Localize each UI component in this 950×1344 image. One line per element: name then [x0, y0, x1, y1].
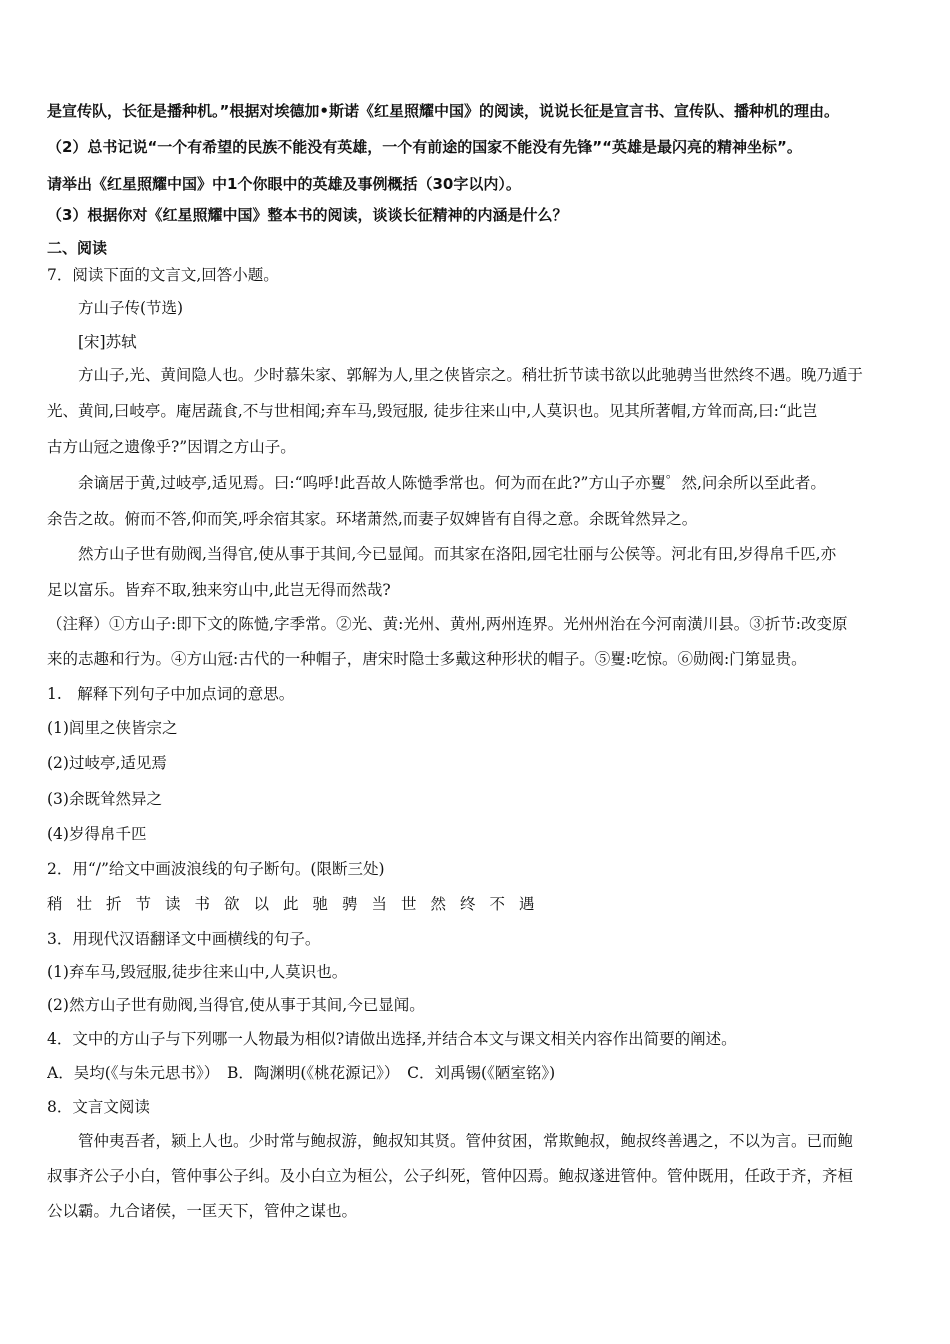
subquestion-1-item-1: (1)闾里之侠皆宗之 [47, 719, 178, 737]
passage-p1-line-3: 古方山冠之遗像乎?”因谓之方山子。 [47, 438, 296, 456]
q8-passage-line-3: 公以霸。九合诸侯，一匡天下，管仲之谋也。 [47, 1202, 358, 1220]
q7-intro: 7．阅读下面的文言文,回答小题。 [47, 266, 279, 284]
subquestion-3: 3．用现代汉语翻译文中画横线的句子。 [47, 930, 321, 948]
section-heading: 二、阅读 [47, 239, 108, 257]
subquestion-4: 4．文中的方山子与下列哪一人物最为相似?请做出选择,并结合本文与课文相关内容作出简要的阐述。 [47, 1030, 737, 1048]
subquestion-4-options: A．吴均(《与朱元思书》） B．陶渊明(《桃花源记》） C．刘禹锡(《陋室铭》) [47, 1064, 556, 1082]
q6-subquestion-2: （2）总书记说“一个有希望的民族不能没有英雄，一个有前途的国家不能没有先锋”“英雄是最闪亮的精神坐标”。 [47, 138, 802, 156]
subquestion-2-sentence: 稍壮折节读书欲以此驰骋当世然终不遇 [47, 895, 549, 913]
notes-line-2: 来的志趣和行为。④方山冠:古代的一种帽子，唐宋时隐士多戴这种形状的帽子。⑤矍:吃惊。⑥勋阀:门第显贵。 [47, 650, 807, 668]
passage-author: [宋]苏轼 [78, 333, 137, 351]
q6-subquestion-3: （3）根据你对《红星照耀中国》整本书的阅读，谈谈长征精神的内涵是什么？ [47, 206, 568, 224]
subquestion-3-item-1: (1)弃车马,毁冠服,徒步往来山中,人莫识也。 [47, 963, 348, 981]
passage-p1-line-2: 光、黄间,曰岐亭。庵居蔬食,不与世相闻;弃车马,毁冠服, 徒步往来山中,人莫识也。见其所著帽,方耸而高,曰:“此岂 [47, 402, 818, 420]
passage-title: 方山子传(节选) [78, 299, 184, 317]
passage-p1-line-1: 方山子,光、黄间隐人也。少时慕朱家、郭解为人,里之侠皆宗之。稍壮折节读书欲以此驰骋当世然终不遇。晚乃遁于 [78, 366, 863, 384]
passage-p3-line-1: 然方山子世有勋阀,当得官,使从事于其间,今已显闻。而其家在洛阳,园宅壮丽与公侯等。河北有田,岁得帛千匹,亦 [78, 545, 837, 563]
subquestion-1: 1. 解释下列句子中加点词的意思。 [47, 685, 295, 703]
subquestion-2: 2．用“/”给文中画波浪线的句子断句。(限断三处) [47, 860, 385, 878]
subquestion-3-item-2: (2)然方山子世有勋阀,当得官,使从事于其间,今已显闻。 [47, 996, 425, 1014]
q6-subquestion-2-cont: 请举出《红星照耀中国》中1个你眼中的英雄及事例概括（30字以内）。 [47, 175, 521, 193]
subquestion-1-item-4: (4)岁得帛千匹 [47, 825, 147, 843]
q6-line-1: 是宣传队，长征是播种机。”根据对埃德加•斯诺《红星照耀中国》的阅读，说说长征是宣言书、宣传队、播种机的理由。 [47, 102, 839, 120]
notes-line-1: （注释）①方山子:即下文的陈慥,字季常。②光、黄:光州、黄州,两州连界。光州州治在今河南潢川县。③折节:改变原 [47, 615, 848, 633]
subquestion-1-item-2: (2)过岐亭,适见焉 [47, 754, 167, 772]
passage-p3-line-2: 足以富乐。皆弃不取,独来穷山中,此岂无得而然哉? [47, 581, 391, 599]
q8-intro: 8．文言文阅读 [47, 1098, 150, 1116]
subquestion-1-item-3: (3)余既耸然异之 [47, 790, 162, 808]
q8-passage-line-2: 叔事齐公子小白，管仲事公子纠。及小白立为桓公，公子纠死，管仲囚焉。鲍叔遂进管仲。管仲既用，任政于齐，齐桓 [47, 1167, 854, 1185]
passage-p2-line-1: 余谪居于黄,过岐亭,适见焉。曰:“呜呼!此吾故人陈慥季常也。何为而在此?”方山子亦矍゜然,问余所以至此者。 [78, 474, 826, 492]
passage-p2-line-2: 余告之故。俯而不答,仰而笑,呼余宿其家。环堵萧然,而妻子奴婢皆有自得之意。余既耸然异之。 [47, 510, 698, 528]
q8-passage-line-1: 管仲夷吾者，颍上人也。少时常与鲍叔游，鲍叔知其贤。管仲贫困，常欺鲍叔，鲍叔终善遇之，不以为言。已而鲍 [78, 1132, 854, 1150]
